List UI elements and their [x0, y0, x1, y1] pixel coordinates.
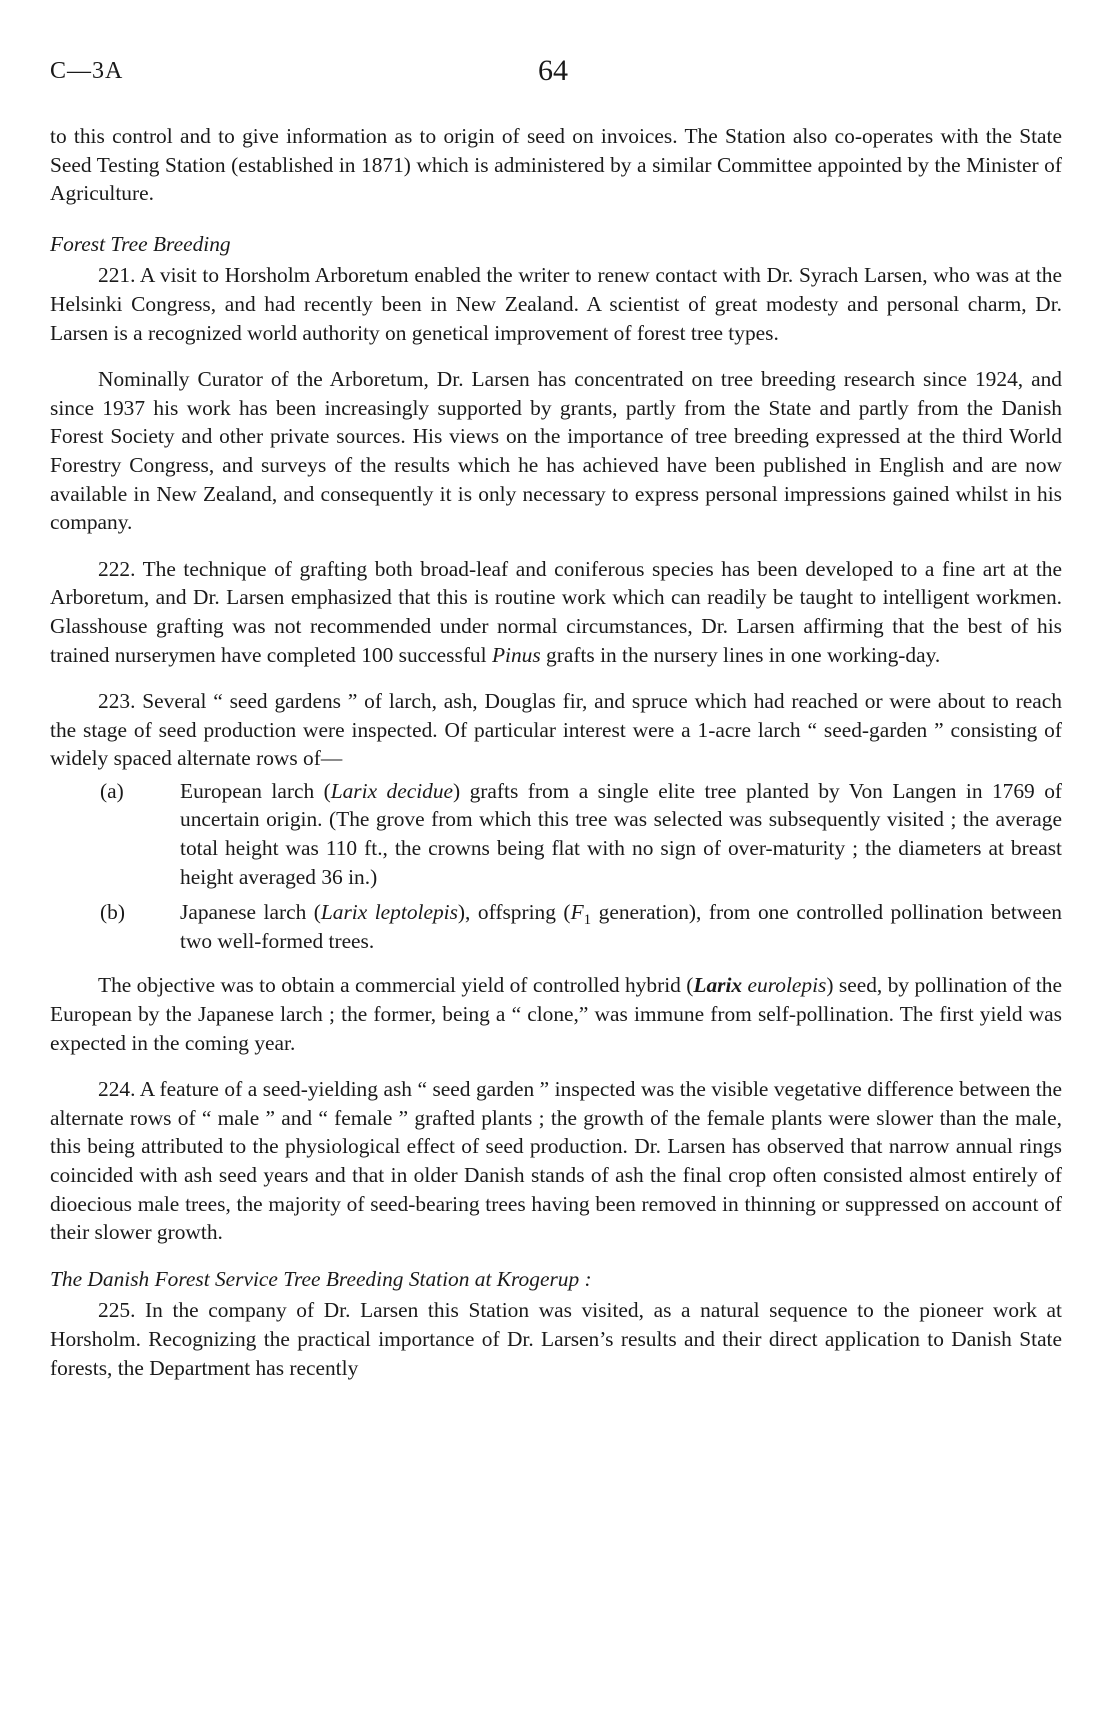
list-item-a-text-1: European larch (: [180, 778, 331, 803]
page-header: [50, 54, 1062, 98]
list-item-a-label-text: (a): [100, 778, 124, 803]
list-item-b-text-2: ), offspring (: [457, 900, 571, 925]
page-body: [50, 122, 1062, 1400]
list-item-b-text-3: generation), from one controlled pollination between two well-formed trees.: [180, 900, 1063, 953]
objective-text-1: The objective was to obtain a commercial yield of controlled hybrid (: [98, 973, 694, 998]
list-item-b-label-text: (b): [100, 900, 125, 925]
paragraph-223: 223. Several “ seed gardens ” of larch, ash, Douglas fir, and spruce which had reached or were about to reach the stage of seed production were inspected. Of particular interest were a 1-acre larch “ seed-garden ” consisting of widely spaced alternate rows of—: [50, 689, 1062, 771]
paragraph-222-text-b: grafts in the nursery lines in one working-day.: [540, 642, 941, 667]
paragraph-objective: [50, 971, 1062, 1057]
paragraph-221: 221. A visit to Horsholm Arboretum enabled the writer to renew contact with Dr. Syrach Larsen, who was at the Helsinki Congress, and had recently been in New Zealand. A scientist of great modesty and personal charm, Dr. Larsen is a recognized world authority on genetical improvement of forest tree types.: [50, 263, 1062, 345]
generation-symbol: F: [570, 900, 584, 925]
list-item-b-label: [100, 898, 125, 927]
species-name-larix-decidue: Larix decidue: [330, 778, 454, 803]
document-reference: C—3A: [50, 58, 124, 84]
section-heading-forest-tree-breeding: Forest Tree Breeding: [50, 231, 231, 256]
paragraph-222-text-a: 222. The technique of grafting both broad-leaf and coniferous species has been developed to a fine art at the Arboretum, and Dr. Larsen emphasized that this is routine work which can readily be taught to intelligent workmen. Glasshouse grafting was not recommended under normal circumstances, Dr. Larsen affirming that the best of his trained nurserymen have completed 100 successful: [50, 556, 1062, 667]
list-item-a-text-2: ) grafts from a single elite tree planted by Von Langen in 1769 of uncertain origin. (The grove from which this tree was selected was subsequently visited ; the average total height was 110 ft., the crowns being flat with no sign of over-maturity ; the diameters at breast height averaged 36 in.): [180, 778, 1063, 889]
list-item-b: [50, 898, 1062, 955]
objective-text-2: ) seed, by pollination of the European by the Japanese larch ; the former, being a “ clone,” was immune from self-pollination. The first yield was expected in the coming year.: [50, 973, 1062, 1055]
larch-rows-list: [50, 777, 1062, 956]
paragraph-224: 224. A feature of a seed-yielding ash “ seed garden ” inspected was the visible vegetative difference between the alternate rows of “ male ” and “ female ” grafted plants ; the growth of the female plants were slower than the male, this being attributed to the physiological effect of seed production. Dr. Larsen has observed that narrow annual rings coincided with ash seed years and that in older Danish stands of ash the final crop often consisted almost entirely of dioecious male trees, the majority of seed-bearing trees having been removed in thinning or suppressed on account of their slower growth.: [50, 1077, 1062, 1245]
generation-subscript: 1: [583, 912, 592, 929]
paragraph-221-continued: Nominally Curator of the Arboretum, Dr. Larsen has concentrated on tree breeding research since 1924, and since 1937 his work has been increasingly supported by grants, partly from the State and partly from the Danish Forest Society and other private sources. His views on the importance of tree breeding expressed at the third World Forestry Congress, and surveys of the results which he has achieved have been published in English and are now available in New Zealand, and consequently it is only necessary to express personal impressions gained whilst in his company.: [50, 367, 1062, 535]
paragraph-222: [50, 555, 1062, 669]
paragraph-225: 225. In the company of Dr. Larsen this Station was visited, as a natural sequence to the pioneer work at Horsholm. Recognizing the practical importance of Dr. Larsen’s results and their direct application to Danish State forests, the Department has recently: [50, 1298, 1062, 1380]
page-number: 64: [538, 54, 568, 87]
species-name-larix-leptolepis: Larix leptolepis: [320, 900, 458, 925]
list-item-a: [50, 777, 1062, 891]
species-name-larix-bold: Larix: [693, 973, 743, 998]
species-name-pinus: Pinus: [491, 642, 541, 667]
section-heading-krogerup: The Danish Forest Service Tree Breeding Station at Krogerup :: [50, 1266, 592, 1291]
list-item-a-label: [100, 777, 124, 806]
intro-paragraph: to this control and to give information as to origin of seed on invoices. The Station also co-operates with the State Seed Testing Station (established in 1871) which is administered by a similar Committee appointed by the Minister of Agriculture.: [50, 124, 1062, 206]
list-item-b-text-1: Japanese larch (: [180, 900, 321, 925]
species-name-eurolepis: eurolepis: [747, 973, 827, 998]
